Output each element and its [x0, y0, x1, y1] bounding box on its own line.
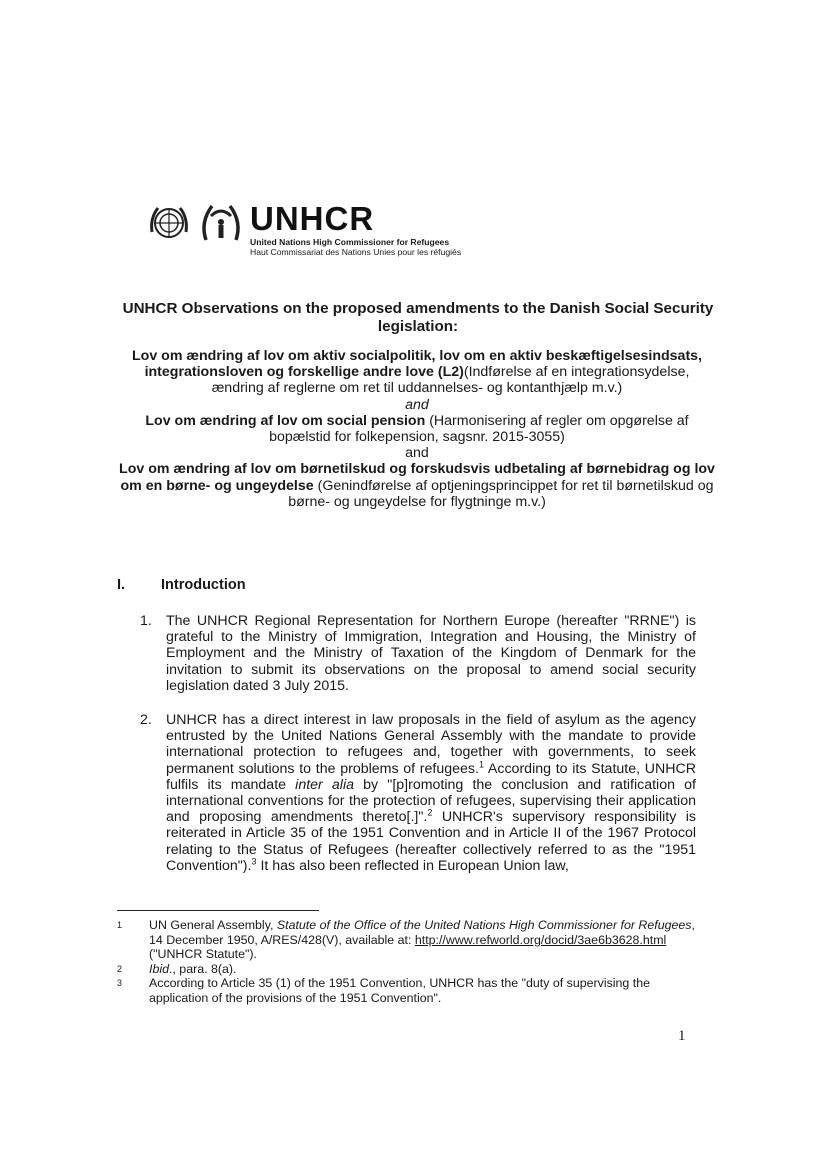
fn1-link[interactable]: http://www.refworld.org/docid/3ae6b3628.html	[414, 932, 667, 947]
paragraph-2-text	[166, 712, 696, 874]
footnote-2-text	[149, 962, 695, 977]
p2-italic: inter alia	[295, 776, 355, 793]
footnote-2-number: 2	[117, 964, 123, 974]
law-3-title: Lov om ændring af lov om børnetilskud og forskudsvis udbetaling af børnebidrag og lov om en børne- og ungeydelse	[119, 461, 715, 494]
p2-part-4: UNHCR's supervisory responsibility is reiterated in Article 35 of the 1951 Convention and in Article II of the 1967 Protocol relating to the Status of Refugees (hereafter collectively referred to as the "1951 Convention").	[166, 809, 697, 874]
paragraph-1-text: The UNHCR Regional Representation for Northern Europe (hereafter "RRNE") is grateful to the Ministry of Immigration, Integration and Housing, the Ministry of Employment and the Ministry of Taxation of the Kingdom of Denmark for the invitation to submit its observations on the proposal to amend social security legislation dated 3 July 2015.	[166, 613, 696, 694]
p2-part-1: UNHCR has a direct interest in law proposals in the field of asylum as the agency entrusted by the United Nations General Assembly with the mandate to provide international protection to refugees and, together with governments, to seek permanent solutions to the problems of refugees.	[166, 712, 696, 777]
footnote-ref-3[interactable]: 3	[251, 856, 257, 867]
law-1-note: (Indførelse af en integrationsydelse, ændring af reglerne om ret til uddannelses- og kontanthjælp m.v.)	[211, 364, 690, 397]
logo-text	[250, 200, 462, 257]
footnote-3-number: 3	[117, 978, 123, 988]
footnote-ref-2[interactable]: 2	[427, 807, 433, 818]
fn1-pre: UN General Assembly,	[149, 918, 277, 932]
law-2	[118, 413, 716, 445]
fn1-italic: Statute of the Office of the United Nations High Commissioner for Refugees	[276, 918, 692, 932]
logo-subtitle-fr: Haut Commissariat des Nations Unies pour les réfugiés	[250, 247, 462, 257]
footnote-1	[117, 918, 695, 962]
footnote-3	[117, 976, 695, 1005]
page-number: 1	[678, 1028, 686, 1044]
p2-part-5: It has also been reflected in European Union law,	[256, 857, 569, 874]
section-number: I.	[117, 577, 126, 593]
section-heading	[117, 577, 246, 593]
fn2-post: ., para. 8(a).	[168, 962, 237, 976]
paragraph-1-number: 1.	[140, 613, 152, 629]
law-2-note: (Harmonisering af regler om opgørelse af bopælstid for folkepension, sagsnr. 2015-3055)	[269, 412, 689, 446]
logo-subtitle-en: United Nations High Commissioner for Refugees	[250, 237, 450, 247]
un-emblem-icon	[146, 202, 192, 248]
laws-block	[118, 348, 716, 510]
fn1-post: ("UNHCR Statute").	[149, 947, 257, 961]
fn2-italic: Ibid	[149, 962, 169, 976]
law-3	[118, 461, 716, 510]
footnote-3-text: According to Article 35 (1) of the 1951 Convention, UNHCR has the "duty of supervising the application of the provisions of the 1951 Convention".	[149, 976, 650, 1005]
footnote-divider	[117, 910, 319, 911]
and-italic	[118, 397, 716, 413]
paragraph-2	[140, 712, 696, 874]
paragraph-1	[140, 613, 696, 694]
fn1-mid: , 14 December 1950, A/RES/428(V), available at:	[149, 918, 695, 947]
unhcr-emblem-icon	[198, 202, 244, 248]
paragraph-2-number: 2.	[140, 712, 152, 728]
law-1	[118, 348, 716, 397]
footnote-ref-1[interactable]: 1	[478, 758, 484, 769]
document-title: UNHCR Observations on the proposed amendments to the Danish Social Security legislation:	[122, 300, 714, 335]
p2-part-3: by "[p]romoting the conclusion and ratification of international conventions for the protection of refugees, supervising their application and proposing amendments thereto[.]".	[166, 776, 696, 826]
section-title: Introduction	[161, 577, 246, 593]
unhcr-logo	[146, 202, 486, 260]
and-italic-text: and	[405, 396, 429, 413]
footnote-1-text	[149, 918, 695, 962]
footnote-1-number: 1	[117, 920, 123, 930]
law-1-title: Lov om ændring af lov om aktiv socialpolitik, lov om en aktiv beskæftigelsesindsats, integrationsloven og forskellige andre love (L2)	[131, 348, 702, 381]
footnote-2	[117, 962, 695, 977]
logo-name: UNHCR	[250, 200, 375, 237]
and-plain: and	[405, 445, 429, 462]
law-2-title: Lov om ændring af lov om social pension	[145, 412, 426, 429]
law-3-note: (Genindførelse af optjeningsprincippet for ret til børnetilskud og børne- og ungeydelse for flygtninge m.v.)	[288, 477, 714, 510]
p2-part-2: According to its Statute, UNHCR fulfils its mandate	[166, 760, 696, 793]
